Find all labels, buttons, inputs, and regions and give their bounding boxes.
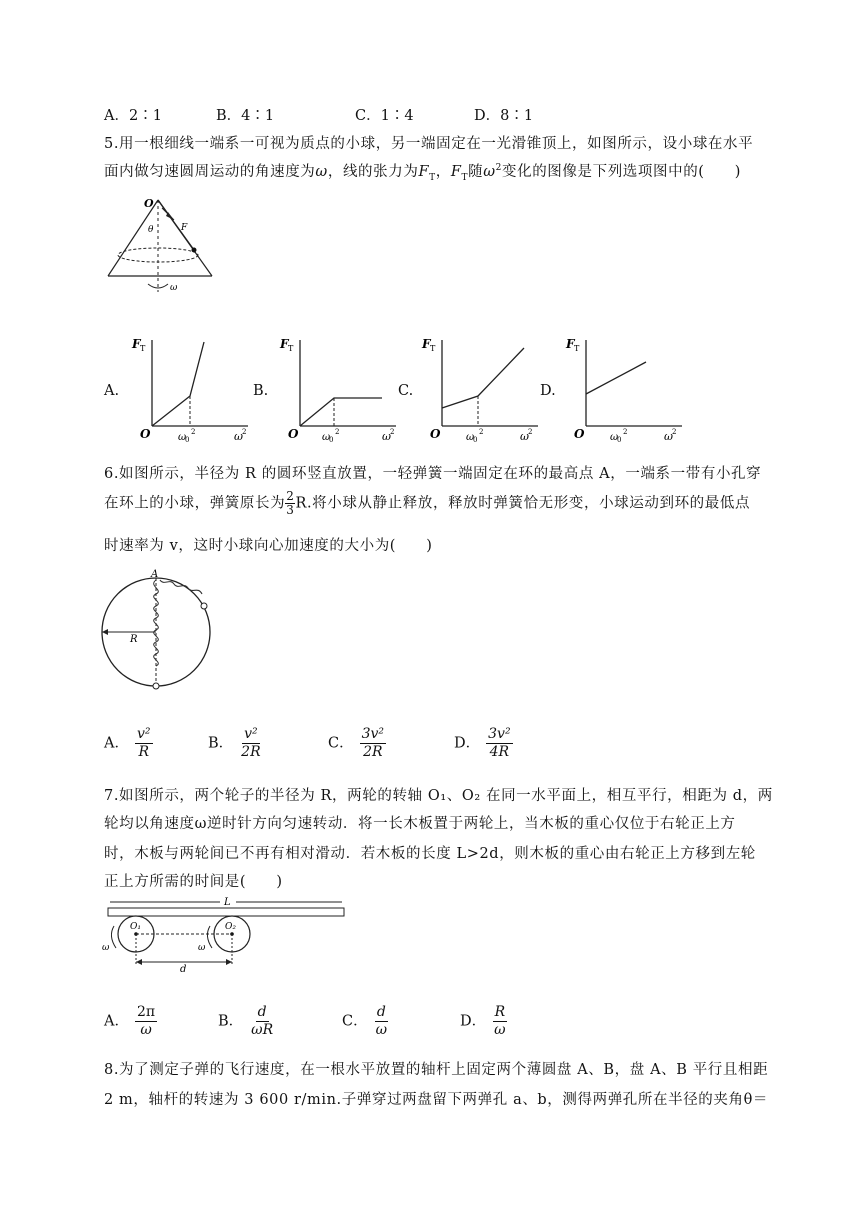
graph-c-origin: O [430, 427, 441, 441]
q4-option-a: A．2∶1 [104, 108, 162, 124]
q6-option-a: A． $\frac{\text{v²}}{R}$ [104, 726, 151, 760]
graph-b-x: ω [382, 430, 391, 443]
ring-label-R: R [130, 634, 138, 645]
q5-graph-b [276, 330, 404, 446]
wheels-label-O2: O₂ [225, 922, 236, 932]
cone-label-ft: F [181, 223, 188, 233]
cone-label-O: O [144, 197, 154, 210]
q7-option-b: B． $\frac{d}{\omega R}$ [218, 1004, 274, 1038]
q7-stem-line4: 正上方所需的时间是( ) [104, 874, 283, 890]
q6-option-c: C． $\frac{\text{3v²}}{2R}$ [328, 726, 385, 760]
q5-option-d-label: D. [540, 383, 556, 399]
graph-c-x: ω [520, 430, 529, 443]
q4-option-b: B．4∶1 [216, 108, 275, 124]
q6-stem-line3: 时速率为 v，这时小球向心加速度的大小为( ) [104, 538, 433, 554]
wheels-label-d: d [180, 964, 187, 975]
graph-a-x0-sup: 2 [191, 428, 196, 436]
graph-d-y-label: F [566, 337, 575, 351]
graph-d-x-sup: 2 [672, 428, 677, 436]
q4-option-d: D．8∶1 [474, 108, 534, 124]
graph-b-x0-sup: 2 [335, 428, 340, 436]
q5-option-a-label: A. [104, 383, 120, 399]
graph-b-x-sup: 2 [390, 428, 395, 436]
graph-b-x0-sub: 0 [329, 436, 334, 444]
q7-stem-line1: 7.如图所示，两个轮子的半径为 R，两轮的转轴 O₁、O₂ 在同一水平面上，相互平行，相距为 d，两 [104, 788, 773, 804]
graph-b-y-label: F [280, 337, 289, 351]
graph-a-x0: ω [178, 432, 187, 443]
q6-stem-line1: 6.如图所示，半径为 R 的圆环竖直放置，一轻弹簧一端固定在环的最高点 A，一端系一带有小孔穿 [104, 466, 762, 482]
cone-label-theta: θ [148, 225, 154, 235]
graph-b-x0: ω [322, 432, 331, 443]
wheels-label-O1: O₁ [130, 922, 141, 932]
graph-d-x0-sup: 2 [623, 428, 628, 436]
q6-stem-line2: 在环上的小球，弹簧原长为 $\frac{2}{3}$ R.将小球从静止释放，释放时弹簧恰无形变，小球运动到环的最低点 [104, 489, 751, 517]
graph-d-y-sub: T [574, 344, 580, 353]
graph-d-x0: ω [610, 432, 619, 443]
q7-option-c: C． $\frac{d}{\omega}$ [342, 1004, 388, 1038]
graph-d-origin: O [574, 427, 585, 441]
wheels-label-omega-left: ω [102, 943, 110, 953]
ring-label-A: A [151, 569, 159, 580]
cone-figure [104, 190, 224, 302]
q5-option-b-label: B. [253, 383, 269, 399]
q6-option-b: B． $\frac{\text{v²}}{2R}$ [208, 726, 261, 760]
wheels-label-L: L [224, 897, 231, 908]
graph-b-origin: O [288, 427, 299, 441]
q4-option-c: C．1∶4 [355, 108, 414, 124]
ring-figure [98, 566, 218, 692]
q5-graph-c [418, 330, 546, 446]
q7-option-d: D． $\frac{R}{\omega}$ [460, 1004, 506, 1038]
graph-c-x0-sup: 2 [479, 428, 484, 436]
q8-stem-line1: 8.为了测定子弹的飞行速度，在一根水平放置的轴杆上固定两个薄圆盘 A、B，盘 A、B 平行且相距 [104, 1062, 769, 1078]
graph-d-x: ω [664, 430, 673, 443]
q6-option-d: D． $\frac{\text{3v²}}{4R}$ [454, 726, 511, 760]
graph-c-x0-sub: 0 [473, 436, 478, 444]
graph-c-y-sub: T [430, 344, 436, 353]
wheels-label-omega-right: ω [198, 943, 206, 953]
q7-stem-line2: 轮均以角速度ω逆时针方向匀速转动．将一长木板置于两轮上，当木板的重心仅位于右轮正上方 [104, 816, 736, 832]
q6-fraction: $\frac{2}{3}$ [286, 489, 295, 517]
graph-a-y-sub: T [140, 344, 146, 353]
q5-graph-a [128, 330, 256, 446]
graph-c-y-label: F [422, 337, 431, 351]
graph-a-origin: O [140, 427, 151, 441]
graph-c-x0: ω [466, 432, 475, 443]
q5-stem-line2: 面内做匀速圆周运动的角速度为ω，线的张力为$F_T$，$F_T$随$\omega^2$变化的图像是下列选项图中的( ) [104, 163, 742, 183]
cone-label-omega: ω [170, 283, 178, 293]
q7-stem-line3: 时，木板与两轮间已不再有相对滑动．若木板的长度 L>2d，则木板的重心由右轮正上方移到左轮 [104, 846, 756, 862]
q7-option-a: A． $\frac{2\pi}{\omega}$ [104, 1004, 156, 1038]
q5-option-c-label: C. [398, 383, 414, 399]
wheels-figure [100, 896, 350, 976]
graph-a-y-label: F [132, 337, 141, 351]
q5-graph-d [562, 330, 690, 446]
graph-c-x-sup: 2 [528, 428, 533, 436]
q5-stem-line1: 5.用一根细线一端系一可视为质点的小球，另一端固定在一光滑锥顶上，如图所示，设小球在水平 [104, 136, 754, 152]
q8-stem-line2: 2 m，轴杆的转速为 3 600 r/min.子弹穿过两盘留下两弹孔 a、b，测得两弹孔所在半径的夹角θ＝ [104, 1092, 769, 1108]
graph-a-x0-sub: 0 [185, 436, 190, 444]
graph-b-y-sub: T [288, 344, 294, 353]
graph-d-x0-sub: 0 [617, 436, 622, 444]
graph-a-x-sup: 2 [242, 428, 247, 436]
graph-a-x: ω [234, 430, 243, 443]
